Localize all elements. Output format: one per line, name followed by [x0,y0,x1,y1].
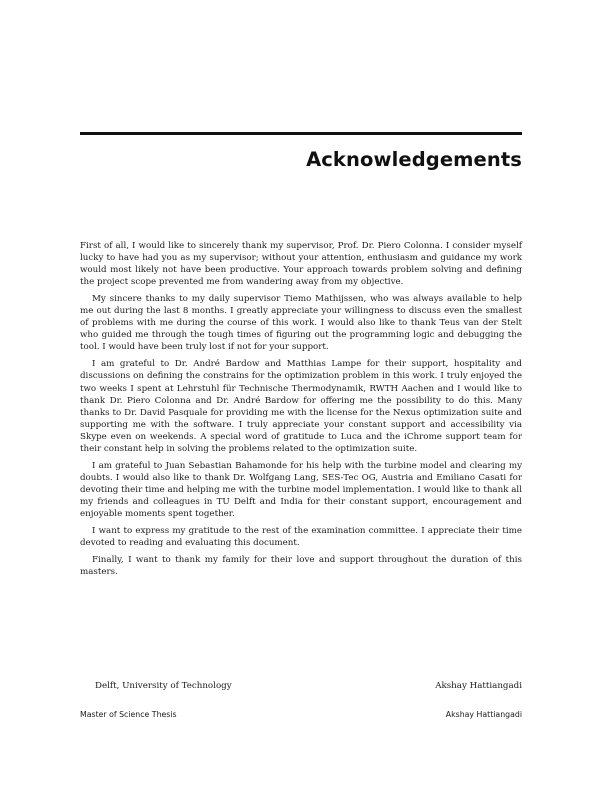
acknowledgements-body [80,240,522,583]
signature-line [95,681,522,691]
chapter-top-rule [80,132,522,135]
signature-name: Akshay Hattiangadi [435,681,522,691]
page-footer [80,710,522,719]
paragraph-1: First of all, I would like to sincerely thank my supervisor, Prof. Dr. Piero Colonna. I consider myself lucky to have had you as my supervisor; without your attention, enthusiasm and guidance my work would most likely not have been productive. Your approach towards problem solving and defining the project scope prevented me from wandering away from my objective. [80,241,522,288]
paragraph-3: I am grateful to Dr. André Bardow and Matthias Lampe for their support, hospitality and discussions on defining the constrains for the optimization problem in this work. I truly enjoyed the two weeks I spent at Lehrstuhl für Technische Thermodynamik, RWTH Aachen and I would like to thank Dr. Piero Colonna and Dr. André Bardow for offering me the possibility to do this. Many thanks to Dr. David Pasquale for providing me with the license for the Nexus optimization suite and supporting me with the software. I truly appreciate your constant support and accessibility via Skype even on weekends. A special word of gratitude to Luca and the iChrome support team for their constant help in solving the problems related to the optimization suite. [80,359,522,454]
signature-place: Delft, University of Technology [95,681,232,691]
paragraph-2: My sincere thanks to my daily supervisor Tiemo Mathijssen, who was always available to help me out during the last 8 months. I greatly appreciate your willingness to discuss even the smallest of problems with me during the course of this work. I would also like to thank Teus van der Stelt who guided me through the tough times of figuring out the programming logic and debugging the tool. I would have been truly lost if not for your support. [80,294,522,353]
paragraph-4: I am grateful to Juan Sebastian Bahamonde for his help with the turbine model and clearing my doubts. I would also like to thank Dr. Wolfgang Lang, SES-Tec OG, Austria and Emiliano Casati for devoting their time and helping me with the turbine model implementation. I would like to thank all my friends and colleagues in TU Delft and India for their constant support, encouragement and enjoyable moments spent together. [80,460,522,519]
footer-left: Master of Science Thesis [80,710,177,719]
paragraph-6: Finally, I want to thank my family for their love and support throughout the duration of this masters. [80,555,522,578]
chapter-title: Acknowledgements [306,148,522,171]
footer-right: Akshay Hattiangadi [445,710,522,719]
paragraph-5: I want to express my gratitude to the rest of the examination committee. I appreciate their time devoted to reading and evaluating this document. [80,526,522,549]
